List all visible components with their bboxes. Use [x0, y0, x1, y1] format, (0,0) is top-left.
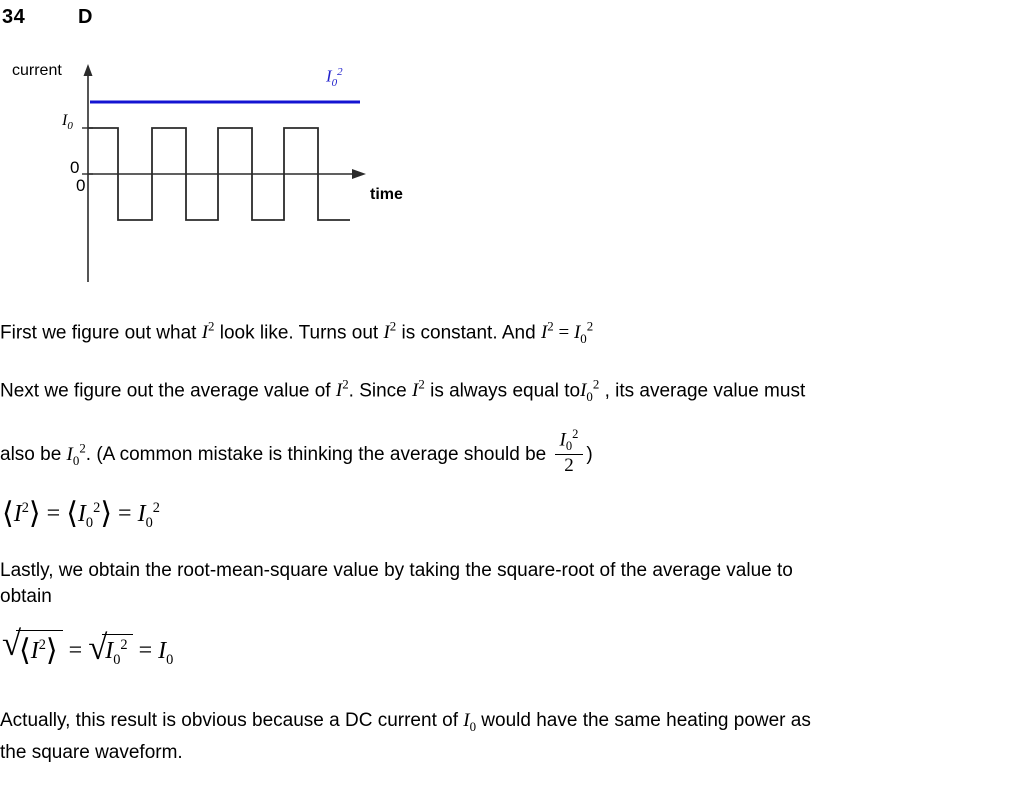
sym-i0-3: $I_0$: [463, 710, 477, 734]
p2-text-d: , its average value must: [604, 380, 806, 402]
answer-letter: D: [78, 6, 93, 28]
sym-i0-squared-1: $I_0^2$: [580, 377, 600, 405]
sqrt-average-i-squared: [2, 624, 63, 668]
angle-close-2: ⟩: [100, 497, 113, 530]
p5-text-b: would have the same heating power as: [476, 710, 811, 731]
p3-text-a: also be: [0, 443, 67, 465]
angle-close-1: ⟩: [28, 497, 41, 530]
x-axis-label: time: [370, 186, 403, 203]
angle-close-3: ⟩: [45, 634, 58, 667]
paragraph-1: [0, 314, 1010, 352]
radicand-1: $⟨I^2⟩$: [16, 630, 63, 668]
equation-rms: [2, 624, 174, 668]
header: [0, 6, 300, 36]
angle-open-3: ⟨: [19, 634, 31, 667]
equation-average-i-squared: [2, 496, 160, 531]
p1-text-a: First we figure out what: [0, 322, 202, 344]
p2-text-c: is always equal to: [430, 380, 581, 402]
p5-text-c: the square waveform.: [0, 741, 183, 763]
paragraph-5: [0, 708, 1010, 766]
angle-open-2: ⟨: [66, 497, 78, 530]
fraction-denominator: 2: [564, 455, 574, 477]
radical-sign-2: √: [88, 627, 108, 667]
eq2-equals-1: =: [68, 637, 83, 664]
fraction-numerator: $I_0^2$: [555, 428, 584, 455]
waveform-plot: [0, 52, 430, 292]
fraction-i0sq-over-2: [555, 428, 584, 476]
sym-i0-squared-2: $I_0^2$: [66, 440, 86, 468]
eq2-rhs-i0: $I_0$: [158, 637, 174, 668]
p1-text-c: is constant. And: [396, 322, 541, 344]
eq1-rhs-i0-squared: $I_0^2$: [137, 499, 160, 531]
eq1-i-squared: $I^2$: [13, 499, 29, 527]
p4-text: Lastly, we obtain the root-mean-square value by taking the square-root of the average value to: [0, 560, 793, 581]
p2-text-b: . Since: [348, 380, 413, 402]
x-origin-label: 0: [76, 176, 86, 195]
eq1-equals-2: =: [118, 500, 132, 527]
y-origin-label: 0: [70, 158, 80, 177]
eq2-equals-2: =: [138, 637, 153, 664]
p3-text-b: . (A common mistake is thinking the average should be: [85, 443, 552, 465]
eq1-equals-1: =: [46, 500, 61, 527]
radicand-2: $I_0^2$: [102, 634, 132, 669]
radical-sign-1: √: [2, 624, 22, 663]
sym-i-squared-3: $I^2$: [335, 377, 349, 402]
sym-i-squared-eq: $I^2 = I_0^2$: [540, 319, 594, 347]
sym-i-squared-2: $I^2$: [383, 319, 397, 344]
sqrt-i0-squared: [88, 627, 132, 669]
y-axis-label: current: [12, 62, 62, 79]
paragraph-2: [0, 372, 1010, 410]
paragraph-3: [0, 428, 1010, 476]
p3-text-c: ): [586, 443, 593, 465]
p1-text-b: look like. Turns out: [214, 322, 384, 344]
y-tick-i0: $I_0$: [62, 112, 73, 133]
eq1-i0-squared: $I_0^2$: [77, 499, 101, 531]
curve-label-i0-squared: $I_0^2$: [326, 66, 343, 90]
p4-text-b: obtain: [0, 586, 52, 607]
sym-i-squared-1: $I^2$: [201, 319, 215, 344]
question-number: 34: [2, 6, 26, 28]
paragraph-4: [0, 558, 1010, 610]
p2-text-a: Next we figure out the average value of: [0, 380, 336, 402]
waveform-figure: [0, 52, 430, 292]
angle-open-1: ⟨: [2, 497, 14, 530]
p5-text-a: Actually, this result is obvious because a DC current of: [0, 710, 464, 731]
sym-i-squared-4: $I^2$: [412, 377, 425, 402]
